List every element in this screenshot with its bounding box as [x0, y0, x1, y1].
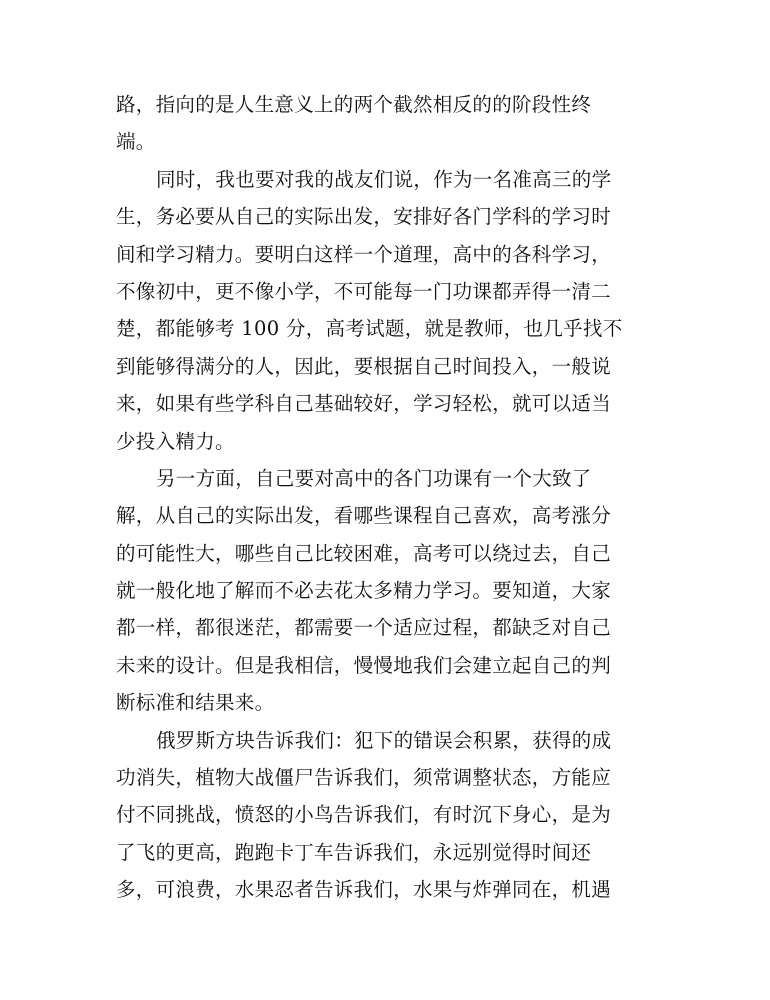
- text-line: 到能够得满分的人，因此，要根据自己时间投入，一般说: [116, 354, 612, 378]
- text-line: 功消失，植物大战僵尸告诉我们，须常调整状态，方能应: [116, 766, 612, 790]
- text-line: 了飞的更高，跑跑卡丁车告诉我们，永远别觉得时间还: [116, 840, 592, 864]
- text-line: 少投入精力。: [116, 429, 235, 453]
- paragraph-first-line: 俄罗斯方块告诉我们：犯下的错误会积累，获得的成: [156, 728, 612, 752]
- paragraph-first-line: 另一方面，自己要对高中的各门功课有一个大致了: [156, 466, 592, 490]
- text-line: 就一般化地了解而不必去花太多精力学习。要知道，大家: [116, 579, 612, 603]
- text-line: 路，指向的是人生意义上的两个截然相反的的阶段性终: [116, 93, 592, 116]
- text-line: 生，务必要从自己的实际出发，安排好各门学科的学习时: [116, 205, 612, 229]
- text-line: 来，如果有些学科自己基础较好，学习轻松，就可以适当: [116, 392, 612, 416]
- text-line: 解，从自己的实际出发，看哪些课程自己喜欢，高考涨分: [116, 504, 612, 528]
- text-line: 都一样，都很迷茫，都需要一个适应过程，都缺乏对自己: [116, 616, 612, 640]
- document-body: [116, 86, 646, 909]
- text-line: 多，可浪费，水果忍者告诉我们，水果与炸弹同在，机遇: [116, 878, 612, 902]
- text-line: 断标准和结果来。: [116, 691, 275, 715]
- text-line: 付不同挑战，愤怒的小鸟告诉我们，有时沉下身心，是为: [116, 803, 612, 827]
- paragraph-first-line: 同时，我也要对我的战友们说，作为一名准高三的学: [156, 167, 612, 191]
- text-line: 未来的设计。但是我相信，慢慢地我们会建立起自己的判: [116, 653, 612, 677]
- text-line: 端。: [116, 130, 156, 154]
- text-line: 间和学习精力。要明白这样一个道理，高中的各科学习，: [116, 242, 612, 266]
- text-line: 不像初中，更不像小学，不可能每一门功课都弄得一清二: [116, 279, 612, 303]
- text-line: 的可能性大，哪些自己比较困难，高考可以绕过去，自己: [116, 541, 612, 565]
- text-line: 楚，都能够考 100 分，高考试题，就是教师，也几乎找不: [116, 317, 623, 341]
